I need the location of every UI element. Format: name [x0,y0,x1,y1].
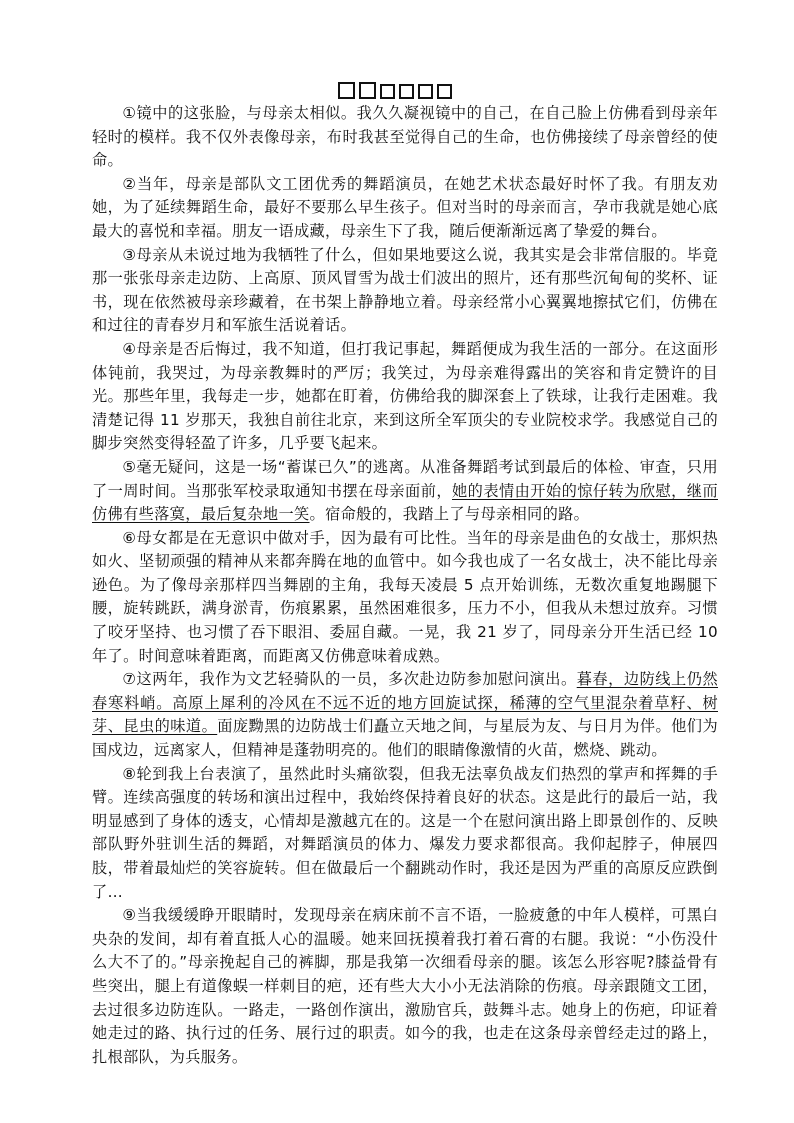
paragraph-text: ⑧轮到我上台表演了，虽然此时头痛欲裂，但我无法辜负战友们热烈的掌声和挥舞的手臂。连续高强度的转场和演出过程中，我始终保持着良好的状态。这是此行的最后一站，我明显感到了身体的透支，心情却是激越亢在的。这是一个在慰问演出路上即景创作的、反映部队野外驻训生活的舞蹈，对舞蹈演员的体力、爆发力要求都很高。我仰起脖子，伸展四肢，带着最灿烂的笑容旋转。但在做最后一个翻跳动作时，我还是因为严重的高原反应跌倒了… [92,764,718,901]
title-box [359,82,376,99]
title-box [338,82,355,99]
paragraph-p6 [92,527,718,669]
paragraph-p5 [92,456,718,527]
paragraph-p9 [92,904,718,1069]
title-box [399,84,414,99]
paragraph-text: ④母亲是否后悔过，我不知道，但打我记事起，舞蹈便成为我生活的一部分。在这面形体钝前，我哭过，为母亲教舞时的严厉；我笑过，为母亲难得露出的笑容和肯定赞许的目光。那些年里，我每走一步，她都在盯着，仿佛给我的脚深套上了铁球，让我行走困难。我清楚记得 11 岁那天，我独自前往北京，来到这所全军顶尖的专业院校求学。我感觉自己的脚步突然变得轻盈了许多，几乎要飞起来。 [92,339,718,453]
paragraph-text: ⑨当我缓缓睁开眼睛时，发现母亲在病床前不言不语，一脸疲惫的中年人模样，可黑白央杂的发间，却有着直抵人心的温暖。她来回抚摸着我打着石膏的右腿。我说：“小伤没什么大不了的。”母亲挽起自己的裤脚，那是我第一次细看母亲的腿。该怎么形容呢?膝益骨有些突出，腿上有道像蜈一样刺目的疤，还有些大大小小无法消除的伤痕。母亲跟随文工团，去过很多边防连队。一路走，一路创作演出，激励官兵，鼓舞斗志。她身上的伤疤，印证着她走过的路、执行过的任务、展行过的职责。如今的我，也走在这条母亲曾经走过的路上，扎根部队，为兵服务。 [92,906,718,1066]
paragraph-p8 [92,763,718,905]
paragraph-text: ①镜中的这张脸，与母亲太相似。我久久凝视镜中的自己，在自己脸上仿佛看到母亲年轻时的模样。我不仅外表像母亲，布时我甚至觉得自己的生命，也仿佛接续了母亲曾经的使命。 [92,104,718,170]
title-placeholder-boxes [338,82,452,99]
paragraph-text: ⑦这两年，我作为文艺轻骑队的一员，多次赴边防参加慰问演出。 [122,670,577,689]
title-box [437,84,452,99]
paragraph-p1 [92,102,718,173]
paragraph-p7 [92,668,718,762]
paragraph-p3 [92,244,718,338]
paragraph-p2 [92,173,718,244]
paragraph-text: ③母亲从未说过地为我牺牲了什么，但如果地要这么说，我其实是会非常信服的。毕竟那一张张母亲走边防、上高原、顶风冒雪为战士们波出的照片，还有那些沉甸甸的奖杯、证书，现在依然被母亲珍藏着，在书架上静静地立着。母亲经常小心翼翼地擦拭它们，仿佛在和过往的青春岁月和军旅生活说着话。 [92,245,718,335]
paragraph-text: ②当年，母亲是部队文工团优秀的舞蹈演员，在她艺术状态最好时怀了我。有朋友劝她，为了延续舞蹈生命，最好不要那么早生孩子。但对当时的母亲而言，孕市我就是她心底最大的喜悦和幸福。朋友一语成藏，母亲生下了我，随后便渐渐远离了挚爱的舞台。 [92,174,718,240]
article-body [92,102,718,1069]
paragraph-text: 。宿命般的，我踏上了与母亲相同的路。 [309,505,590,524]
title-box [380,84,395,99]
paragraph-text: ⑥母女都是在无意识中做对手，因为最有可比性。当年的母亲是曲色的女战士，那炽热如火、坚韧顽强的精神从来都奔腾在地的血管中。如今我也成了一名女战士，决不能比母亲逊色。为了像母亲那样四当舞剧的主角，我每天凌晨 5 点开始训练，无数次重复地踢腿下腰，旋转跳跃，满身淤青，伤痕累累，虽然困难很多，压力不小，但我从未想过放弃。习惯了咬牙坚持、也习惯了吞下眼泪、委屈自藏。一晃，我 21 岁了，同母亲分开生活已经 10 年了。时间意味着距离，而距离又仿佛意味着成熟。 [92,528,718,665]
paragraph-text: 面庞黝黑的边防战士们矗立天地之间，与星辰为友、与日月为伴。他们为国戍边，远离家人，但精神是蓬勃明亮的。他们的眼睛像激情的火苗，燃烧、跳动。 [92,717,718,760]
paragraph-text: ⑤毫无疑问，这是一场“蓄谋已久”的逃离。从准备舞蹈考试到最后的体检、审查，只用了一周时间。当那张军校录取通知书摆在母亲面前， [92,457,718,500]
title-box [418,84,433,99]
underlined-sentence: 她的表情由开始的惊仔转为欣慰，继而仿佛有些落寞，最后复杂地一笑 [92,481,718,524]
underlined-sentence: 暮春，边防线上仍然春寒料峭。高原上犀利的冷风在不远不近的地方回旋试探，稀薄的空气里混杂着草籽、树芽、昆虫的味道。 [92,670,719,736]
paragraph-p4 [92,338,718,456]
